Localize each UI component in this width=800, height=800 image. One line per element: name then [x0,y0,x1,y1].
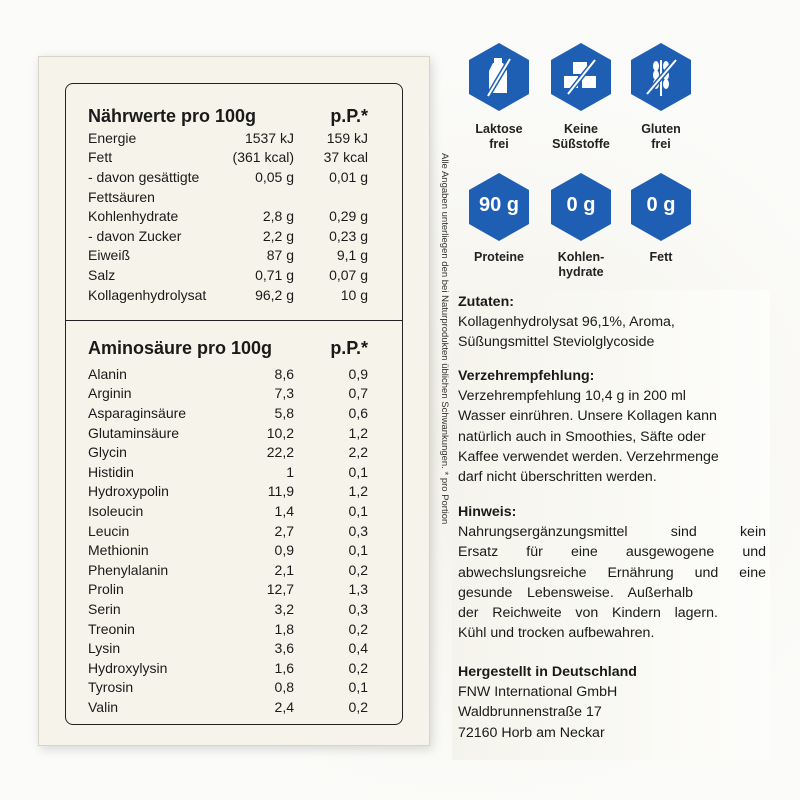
amino-header-pp: p.P.* [330,337,368,358]
table-row [88,658,368,678]
sugar-cubes-crossed-icon [550,42,612,112]
row-name: Methionin [88,542,149,559]
badge-label-line: Keine [563,122,599,136]
hinweis-line: Nahrungsergänzungsmittel sind kein [458,524,766,541]
row-per-portion: 0,7 [348,385,368,402]
table-row [88,285,368,305]
badge-protein [468,172,530,242]
table-row [88,128,368,148]
row-value: 1,6 [274,659,294,676]
badge-protein-value: 90 g [478,194,520,216]
row-value: 7,3 [274,385,294,402]
badge-label-line: Süßstoffe [552,137,610,151]
badge-label-line: frei [651,137,671,151]
table-row [88,638,368,658]
row-name: Valin [88,698,119,715]
wheat-crossed-icon [630,42,692,112]
verzehr-line: natürlich auch in Smoothies, Säfte oder [458,428,706,445]
badge-label-line: Laktose [475,122,523,136]
table-row [88,442,368,462]
row-name: Kollagenhydrolysat [88,286,207,303]
badge-lactose-free [468,42,530,112]
verzehr-line: Kaffee verwendet werden. Verzehrmenge [458,448,719,465]
row-value: 11,9 [267,483,294,500]
row-name: Fettsäuren [88,188,155,205]
amino-table-header [88,336,368,360]
table-row [88,560,368,580]
row-per-portion: 0,3 [348,600,368,617]
badge-carbs-label [536,250,626,280]
table-row [88,384,368,404]
row-value: 3,2 [274,600,294,617]
row-per-portion: 0,2 [348,561,368,578]
badge-label-line: Fett [649,250,673,264]
table-row [88,148,368,168]
table-row [88,619,368,639]
hinweis-line: Kühl und trocken aufbewahren. [458,625,655,642]
table-row [88,423,368,443]
row-name: Kohlenhydrate [88,208,179,225]
row-value: 0,9 [274,542,294,559]
row-value: 1,8 [274,620,294,637]
nutrition-header-pp: p.P.* [330,105,368,126]
nutrition-table-header [88,104,368,128]
hinweis-title: Hinweis: [458,504,517,520]
row-value: 1537 kJ [244,129,294,146]
row-value: 96,2 g [255,286,294,303]
row-per-portion: 0,3 [348,522,368,539]
row-value: 5,8 [274,404,294,421]
zutaten-line: Kollagenhydrolysat 96,1%, Aroma, [458,314,675,331]
table-row [88,580,368,600]
row-name: - davon Zucker [88,227,182,244]
badge-carbs-value: 0 g [566,194,596,216]
badge-protein-label [454,250,544,265]
table-row [88,246,368,266]
badge-lactose-label [454,122,544,152]
row-per-portion: 9,1 g [336,247,368,264]
row-name: Hydroxypolin [88,483,169,500]
row-name: Asparaginsäure [88,404,187,421]
row-value: 10,2 [266,424,294,441]
zutaten-title: Zutaten: [458,294,514,310]
row-per-portion: 159 kJ [326,129,368,146]
badge-no-sweeteners [550,42,612,112]
row-name: Serin [88,600,121,617]
table-row [88,167,368,187]
hinweis-line: gesunde Lebensweise. Außerhalb [458,584,693,601]
table-row [88,462,368,482]
table-row [88,187,368,207]
row-value: 2,1 [274,561,294,578]
row-per-portion: 1,2 [348,483,368,500]
row-per-portion: 0,6 [348,404,368,421]
verzehr-line: Wasser einrühren. Unsere Kollagen kann [458,408,717,425]
row-name: Isoleucin [88,502,144,519]
row-name: Phenylalanin [88,561,169,578]
row-per-portion: 10 g [340,286,368,303]
row-name: Prolin [88,581,124,598]
zutaten-section [458,292,766,353]
row-per-portion: 0,9 [348,365,368,382]
table-row [88,599,368,619]
badge-label-line: Kohlen- [557,250,605,264]
milk-bottle-crossed-icon [468,42,530,112]
row-per-portion: 0,4 [348,640,368,657]
hinweis-line: abwechslungsreiche Ernährung und eine [458,564,766,581]
hinweis-line: der Reichweite von Kindern lagern. [458,605,718,622]
row-value: (361 kcal) [232,149,294,166]
verzehr-line: darf nicht überschritten werden. [458,469,657,486]
badge-sweeteners-label [536,122,626,152]
table-row [88,501,368,521]
amino-header-name: Aminosäure pro 100g [88,337,273,358]
table-row [88,403,368,423]
row-name: Alanin [88,365,127,382]
badge-label-line: frei [489,137,509,151]
row-per-portion: 0,01 g [329,168,368,185]
row-name: - davon gesättigte [88,168,200,185]
nutrition-table-frame [65,83,403,725]
row-name: Glycin [88,444,127,461]
nutrition-table [88,104,368,304]
verzehr-title: Verzehrempfehlung: [458,368,595,384]
row-value: 8,6 [274,365,294,382]
row-name: Lysin [88,640,121,657]
row-name: Fett [88,149,113,166]
address-line: 72160 Horb am Neckar [458,724,605,741]
table-row [88,265,368,285]
zutaten-line: Süßungsmittel Steviolglycoside [458,334,655,351]
row-per-portion: 0,1 [348,463,368,480]
row-value: 1 [286,463,294,480]
row-name: Salz [88,266,116,283]
row-per-portion: 37 kcal [323,149,368,166]
row-name: Treonin [88,620,135,637]
hinweis-section [458,502,766,643]
row-per-portion: 0,29 g [329,208,368,225]
table-row [88,226,368,246]
row-per-portion: 0,1 [348,502,368,519]
row-name: Histidin [88,463,134,480]
badge-fat-value: 0 g [646,194,676,216]
table-row [88,678,368,698]
row-per-portion: 2,2 [348,444,368,461]
badge-fat-label [616,250,706,265]
row-value: 1,4 [274,502,294,519]
row-name: Leucin [88,522,130,539]
verzehr-section [458,366,766,487]
badge-gluten-free [630,42,692,112]
hinweis-line: Ersatz für eine ausgewogene und [458,544,766,561]
table-row [88,206,368,226]
badge-carbs [550,172,612,242]
row-per-portion: 1,2 [348,424,368,441]
row-value: 2,8 g [262,208,294,225]
side-note-text: Alle Angaben unterliegen den bei Naturprodukten üblichen Schwankungen. * pro Portion [439,153,450,525]
row-value: 2,2 g [262,227,294,244]
address-line: FNW International GmbH [458,684,618,701]
badge-gluten-label [616,122,706,152]
badge-fat [630,172,692,242]
nutrition-header-name: Nährwerte pro 100g [88,105,257,126]
row-name: Eiweiß [88,247,131,264]
row-name: Hydroxylysin [88,659,168,676]
row-value: 2,7 [274,522,294,539]
badge-label-line: Gluten [641,122,681,136]
row-value: 0,8 [274,679,294,696]
row-value: 3,6 [274,640,294,657]
row-value: 87 g [266,247,294,264]
badge-label-line: Proteine [473,250,524,264]
row-name: Arginin [88,385,132,402]
row-value: 0,71 g [255,266,294,283]
row-name: Glutaminsäure [88,424,180,441]
row-value: 2,4 [274,698,294,715]
side-note [434,153,450,583]
amino-table [88,336,368,717]
row-per-portion: 0,2 [348,620,368,637]
table-divider [66,320,402,321]
row-value: 22,2 [266,444,294,461]
row-per-portion: 0,1 [348,542,368,559]
table-row [88,364,368,384]
table-row [88,521,368,541]
manufacturer-section [458,662,766,743]
badge-label-line: hydrate [558,265,604,279]
row-name: Energie [88,129,137,146]
manufacturer-title: Hergestellt in Deutschland [458,664,637,680]
nutrition-label-card [38,56,450,746]
row-per-portion: 0,2 [348,698,368,715]
row-per-portion: 0,07 g [329,266,368,283]
address-line: Waldbrunnenstraße 17 [458,704,602,721]
table-row [88,697,368,717]
row-name: Tyrosin [88,679,134,696]
info-panel [452,290,770,760]
row-per-portion: 0,23 g [329,227,368,244]
table-row [88,540,368,560]
row-per-portion: 0,1 [348,679,368,696]
row-per-portion: 1,3 [348,581,368,598]
row-value: 12,7 [266,581,294,598]
table-row [88,482,368,502]
row-value: 0,05 g [255,168,294,185]
verzehr-line: Verzehrempfehlung 10,4 g in 200 ml [458,388,686,405]
row-per-portion: 0,2 [348,659,368,676]
